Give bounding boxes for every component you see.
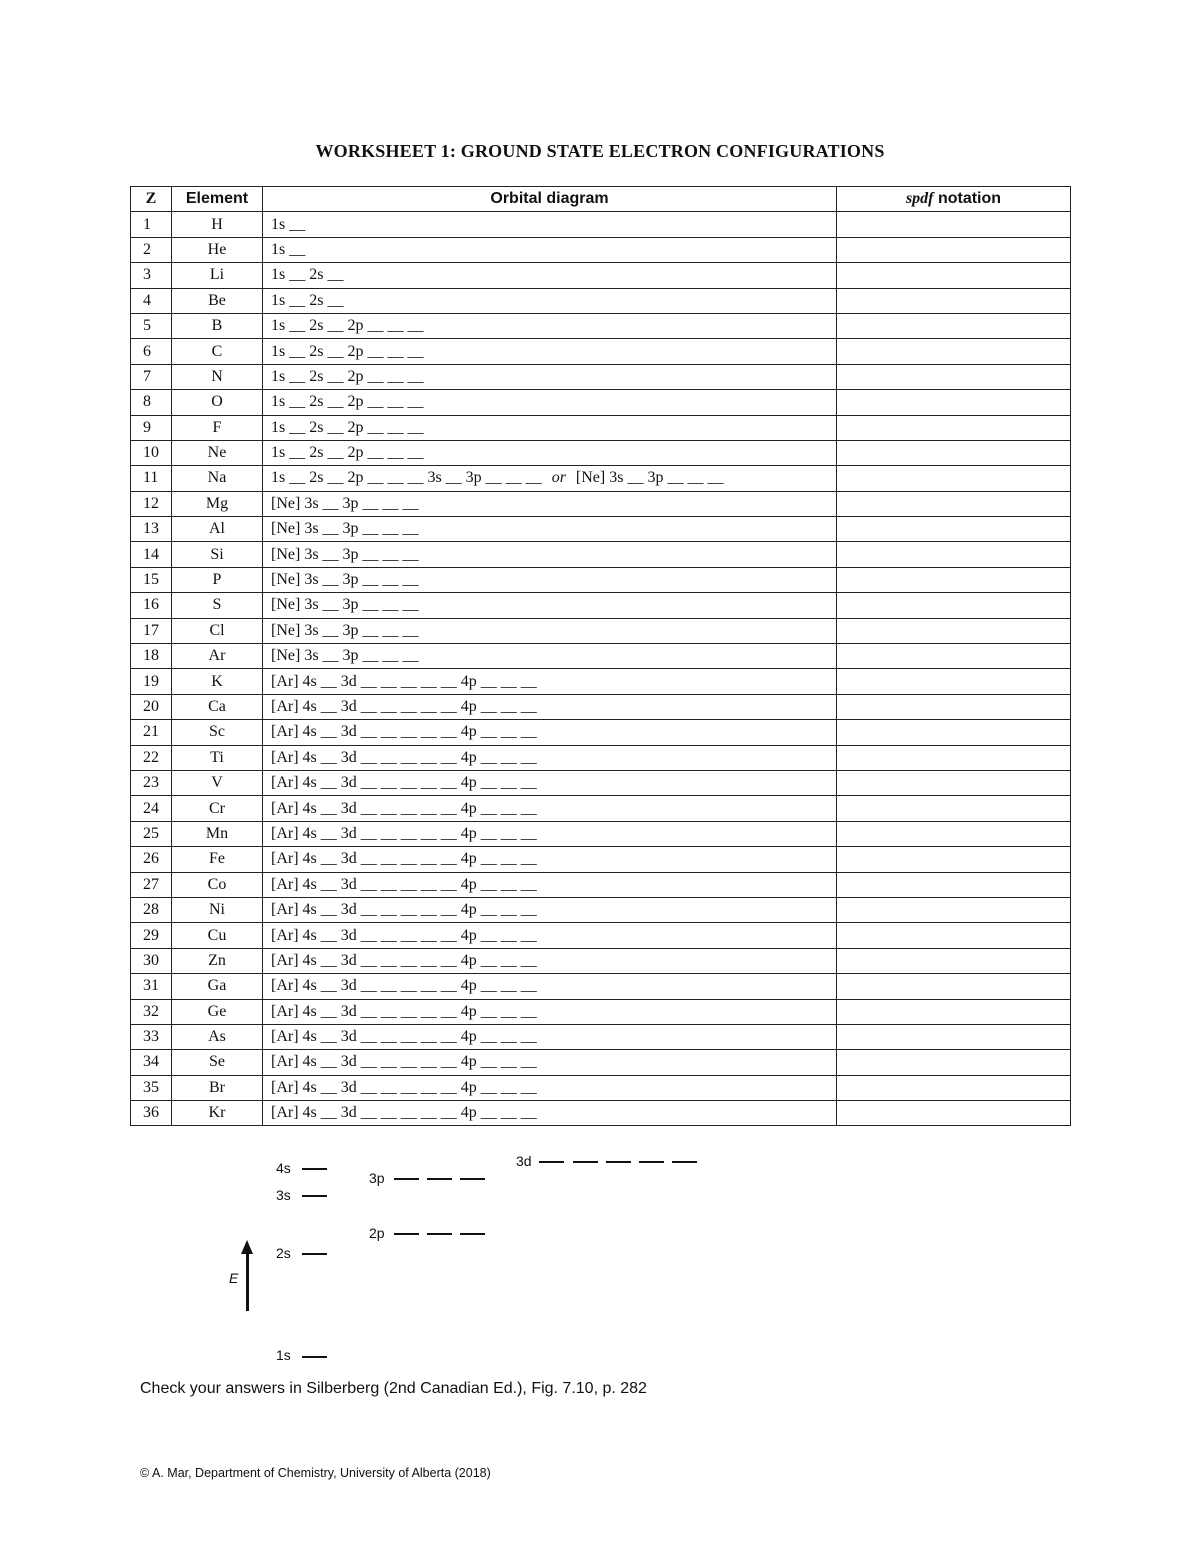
table-row — [131, 694, 1071, 719]
check-answers-note: Check your answers in Silberberg (2nd Canadian Ed.), Fig. 7.10, p. 282 — [140, 1380, 647, 1397]
z-cell: 22 — [131, 745, 172, 770]
header-spdf-italic: spdf — [905, 190, 934, 208]
orbital-diagram-text: [Ne] 3s __ 3p __ __ __ — [271, 545, 419, 563]
level-3d-label: 3d — [516, 1153, 532, 1169]
z-cell: 17 — [131, 618, 172, 643]
orbital-diagram-cell — [263, 897, 837, 922]
orbital-diagram-text: [Ar] 4s __ 3d __ __ __ __ __ 4p __ __ __ — [271, 698, 537, 715]
table-row — [131, 847, 1071, 872]
element-cell: Ni — [172, 897, 263, 922]
orbital-diagram-text: 1s __ 2s __ — [271, 291, 344, 309]
table-header-row — [131, 187, 1071, 212]
element-cell: As — [172, 1024, 263, 1049]
orbital-diagram-cell — [263, 796, 837, 821]
table-row — [131, 263, 1071, 288]
table-row — [131, 872, 1071, 897]
z-cell: 13 — [131, 517, 172, 542]
element-cell: Si — [172, 542, 263, 567]
orbital-diagram-cell — [263, 999, 837, 1024]
orbital-diagram-cell — [263, 974, 837, 999]
z-cell: 5 — [131, 313, 172, 338]
table-row — [131, 593, 1071, 618]
element-cell: Zn — [172, 948, 263, 973]
orbital-3p-line-3 — [460, 1178, 485, 1180]
z-cell: 31 — [131, 974, 172, 999]
z-cell: 7 — [131, 364, 172, 389]
element-cell: Ti — [172, 745, 263, 770]
z-cell: 18 — [131, 644, 172, 669]
orbital-2p-line-3 — [460, 1233, 485, 1235]
orbital-3d-line-2 — [573, 1161, 598, 1163]
z-cell: 25 — [131, 821, 172, 846]
element-cell: Li — [172, 263, 263, 288]
orbital-diagram-cell — [263, 847, 837, 872]
z-cell: 26 — [131, 847, 172, 872]
orbital-diagram-text: [Ar] 4s __ 3d __ __ __ __ __ 4p __ __ __ — [271, 875, 537, 893]
table-body — [131, 212, 1071, 1126]
spdf-notation-cell — [837, 263, 1071, 288]
element-cell: P — [172, 567, 263, 592]
z-cell: 27 — [131, 872, 172, 897]
table-row — [131, 542, 1071, 567]
z-cell: 4 — [131, 288, 172, 313]
table-row — [131, 517, 1071, 542]
z-cell: 16 — [131, 593, 172, 618]
orbital-diagram-cell — [263, 923, 837, 948]
spdf-notation-cell — [837, 796, 1071, 821]
z-cell: 29 — [131, 923, 172, 948]
element-cell: Al — [172, 517, 263, 542]
element-cell: Be — [172, 288, 263, 313]
element-cell: Se — [172, 1050, 263, 1075]
element-cell: Ca — [172, 694, 263, 719]
orbital-diagram-text: [Ne] 3s __ 3p __ __ __ — [271, 571, 419, 589]
orbital-diagram-text: [Ne] 3s __ 3p __ __ __ — [271, 647, 419, 665]
z-cell: 32 — [131, 999, 172, 1024]
spdf-notation-cell — [837, 821, 1071, 846]
spdf-notation-cell — [837, 618, 1071, 643]
orbital-diagram-text: 1s __ 2s __ 2p __ __ __ — [271, 418, 424, 436]
spdf-notation-cell — [837, 872, 1071, 897]
spdf-notation-cell — [837, 745, 1071, 770]
level-4s-label: 4s — [276, 1160, 291, 1176]
orbital-diagram-text: [Ar] 4s __ 3d __ __ __ __ __ 4p __ __ __ — [271, 1053, 537, 1071]
level-2p-label: 2p — [369, 1225, 385, 1241]
spdf-notation-cell — [837, 390, 1071, 415]
orbital-diagram-text: [Ne] 3s __ 3p __ __ __ — [271, 621, 419, 639]
level-1s-label: 1s — [276, 1347, 291, 1363]
orbital-diagram-cell — [263, 237, 837, 262]
orbital-diagram-cell — [263, 593, 837, 618]
spdf-notation-cell — [837, 466, 1071, 491]
spdf-notation-cell — [837, 694, 1071, 719]
table-row — [131, 897, 1071, 922]
energy-axis-label: E — [229, 1270, 239, 1286]
orbital-diagram-cell — [263, 567, 837, 592]
table-row — [131, 669, 1071, 694]
orbital-diagram-cell — [263, 415, 837, 440]
element-cell: Ga — [172, 974, 263, 999]
table-row — [131, 364, 1071, 389]
z-cell: 1 — [131, 212, 172, 237]
orbital-diagram-cell — [263, 1050, 837, 1075]
orbital-diagram-cell — [263, 745, 837, 770]
table-row — [131, 796, 1071, 821]
orbital-diagram-text: [Ar] 4s __ 3d __ __ __ __ __ 4p __ __ __ — [271, 951, 537, 969]
orbital-diagram-cell — [263, 694, 837, 719]
orbital-diagram-cell — [263, 948, 837, 973]
orbital-diagram-text: [Ar] 4s __ 3d __ __ __ __ __ 4p __ __ __ — [271, 901, 537, 919]
orbital-3p-line-1 — [394, 1178, 419, 1180]
spdf-notation-cell — [837, 974, 1071, 999]
element-cell: Na — [172, 466, 263, 491]
spdf-notation-cell — [837, 237, 1071, 262]
orbital-diagram-text: 1s __ 2s __ 2p __ __ __ — [271, 393, 424, 411]
orbital-diagram-cell — [263, 212, 837, 237]
z-cell: 11 — [131, 466, 172, 491]
table-row — [131, 770, 1071, 795]
table-row — [131, 999, 1071, 1024]
header-spdf-notation — [837, 187, 1071, 212]
table-row — [131, 1024, 1071, 1049]
orbital-diagram-text: [Ar] 4s __ 3d __ __ __ __ __ 4p __ __ __ — [271, 1002, 537, 1020]
header-element: Element — [172, 187, 263, 212]
orbital-diagram-cell — [263, 1024, 837, 1049]
level-3s-label: 3s — [276, 1187, 291, 1203]
table-row — [131, 390, 1071, 415]
table-row — [131, 491, 1071, 516]
orbital-3d-line-5 — [672, 1161, 697, 1163]
element-cell: Br — [172, 1075, 263, 1100]
element-cell: Co — [172, 872, 263, 897]
z-cell: 30 — [131, 948, 172, 973]
orbital-diagram-text: 1s __ 2s __ 2p __ __ __ — [271, 317, 424, 335]
orbital-diagram-cell — [263, 618, 837, 643]
spdf-notation-cell — [837, 313, 1071, 338]
z-cell: 33 — [131, 1024, 172, 1049]
element-cell: S — [172, 593, 263, 618]
element-cell: H — [172, 212, 263, 237]
spdf-notation-cell — [837, 542, 1071, 567]
orbital-diagram-text: 1s __ — [271, 240, 306, 258]
orbital-diagram-text: [Ar] 4s __ 3d __ __ __ __ __ 4p __ __ __ — [271, 926, 537, 944]
z-cell: 15 — [131, 567, 172, 592]
z-cell: 20 — [131, 694, 172, 719]
table-row — [131, 618, 1071, 643]
orbital-3s-line — [302, 1195, 327, 1197]
element-cell: Cu — [172, 923, 263, 948]
orbital-2s-line — [302, 1253, 327, 1255]
z-cell: 6 — [131, 339, 172, 364]
orbital-diagram-cell — [263, 517, 837, 542]
spdf-notation-cell — [837, 644, 1071, 669]
orbital-diagram-text: [Ar] 4s __ 3d __ __ __ __ __ 4p __ __ __ — [271, 1104, 537, 1122]
orbital-diagram-text: [Ar] 4s __ 3d __ __ __ __ __ 4p __ __ __ — [271, 1078, 537, 1096]
orbital-diagram-text: [Ar] 4s __ 3d __ __ __ __ __ 4p __ __ __ — [271, 672, 537, 690]
z-cell: 23 — [131, 770, 172, 795]
orbital-diagram-cell — [263, 1075, 837, 1100]
orbital-diagram-cell — [263, 821, 837, 846]
z-cell: 34 — [131, 1050, 172, 1075]
orbital-diagram-cell — [263, 491, 837, 516]
element-cell: Cl — [172, 618, 263, 643]
orbital-diagram-text: 1s __ — [271, 215, 306, 233]
table-row — [131, 288, 1071, 313]
spdf-notation-cell — [837, 669, 1071, 694]
orbital-diagram-text: [Ar] 4s __ 3d __ __ __ __ __ 4p __ __ __ — [271, 824, 537, 842]
z-cell: 2 — [131, 237, 172, 262]
orbital-diagram-cell — [263, 542, 837, 567]
spdf-notation-cell — [837, 440, 1071, 465]
orbital-alt-text: [Ne] 3s __ 3p __ __ __ — [575, 469, 724, 487]
spdf-notation-cell — [837, 770, 1071, 795]
table-row — [131, 745, 1071, 770]
element-cell: F — [172, 415, 263, 440]
z-cell: 36 — [131, 1101, 172, 1126]
spdf-notation-cell — [837, 923, 1071, 948]
element-cell: He — [172, 237, 263, 262]
energy-arrow-icon — [246, 1250, 249, 1311]
element-cell: K — [172, 669, 263, 694]
orbital-diagram-cell — [263, 313, 837, 338]
spdf-notation-cell — [837, 288, 1071, 313]
element-cell: Mn — [172, 821, 263, 846]
orbital-diagram-text: [Ar] 4s __ 3d __ __ __ __ __ 4p __ __ __ — [271, 850, 537, 868]
orbital-3d-line-4 — [639, 1161, 664, 1163]
orbital-diagram-text: [Ar] 4s __ 3d __ __ __ __ __ 4p __ __ __ — [271, 1028, 537, 1046]
orbital-diagram-cell — [263, 364, 837, 389]
z-cell: 28 — [131, 897, 172, 922]
orbital-diagram-cell — [263, 288, 837, 313]
table-row — [131, 974, 1071, 999]
z-cell: 3 — [131, 263, 172, 288]
orbital-diagram-text: 1s __ 2s __ 2p __ __ __ — [271, 444, 424, 462]
element-cell: B — [172, 313, 263, 338]
z-cell: 24 — [131, 796, 172, 821]
orbital-1s-line — [302, 1356, 327, 1358]
z-cell: 14 — [131, 542, 172, 567]
element-cell: Fe — [172, 847, 263, 872]
orbital-3d-line-3 — [606, 1161, 631, 1163]
orbital-diagram-cell — [263, 1101, 837, 1126]
spdf-notation-cell — [837, 593, 1071, 618]
orbital-4s-line — [302, 1168, 327, 1170]
z-cell: 10 — [131, 440, 172, 465]
table-row — [131, 1075, 1071, 1100]
orbital-diagram-text: 1s __ 2s __ 2p __ __ __ — [271, 367, 424, 385]
orbital-diagram-text: [Ne] 3s __ 3p __ __ __ — [271, 494, 419, 512]
orbital-diagram-cell — [263, 644, 837, 669]
element-cell: O — [172, 390, 263, 415]
copyright-footer: © A. Mar, Department of Chemistry, University of Alberta (2018) — [140, 1466, 491, 1480]
spdf-notation-cell — [837, 720, 1071, 745]
header-orbital-diagram: Orbital diagram — [263, 187, 837, 212]
orbital-diagram-cell — [263, 770, 837, 795]
level-3p-label: 3p — [369, 1170, 385, 1186]
orbital-or-text: or — [551, 469, 566, 487]
spdf-notation-cell — [837, 948, 1071, 973]
element-cell: N — [172, 364, 263, 389]
table-row — [131, 440, 1071, 465]
spdf-notation-cell — [837, 847, 1071, 872]
orbital-diagram-cell — [263, 669, 837, 694]
table-row — [131, 415, 1071, 440]
table-row — [131, 466, 1071, 491]
z-cell: 19 — [131, 669, 172, 694]
orbital-diagram-text: [Ar] 4s __ 3d __ __ __ __ __ 4p __ __ __ — [271, 774, 537, 792]
orbital-diagram-text: 1s __ 2s __ 2p __ __ __ — [271, 342, 424, 360]
element-cell: Kr — [172, 1101, 263, 1126]
z-cell: 9 — [131, 415, 172, 440]
spdf-notation-cell — [837, 415, 1071, 440]
table-row — [131, 720, 1071, 745]
orbital-diagram-text: [Ar] 4s __ 3d __ __ __ __ __ 4p __ __ __ — [271, 748, 537, 766]
spdf-notation-cell — [837, 339, 1071, 364]
electron-config-table — [130, 186, 1071, 1126]
element-cell: V — [172, 770, 263, 795]
orbital-diagram-cell — [263, 872, 837, 897]
element-cell: Ge — [172, 999, 263, 1024]
orbital-2p-line-2 — [427, 1233, 452, 1235]
element-cell: Cr — [172, 796, 263, 821]
element-cell: C — [172, 339, 263, 364]
spdf-notation-cell — [837, 1050, 1071, 1075]
orbital-diagram-cell — [263, 466, 837, 491]
spdf-notation-cell — [837, 517, 1071, 542]
table-row — [131, 1050, 1071, 1075]
orbital-3d-line-1 — [539, 1161, 564, 1163]
spdf-notation-cell — [837, 897, 1071, 922]
element-cell: Sc — [172, 720, 263, 745]
orbital-3p-line-2 — [427, 1178, 452, 1180]
orbital-diagram-text: [Ar] 4s __ 3d __ __ __ __ __ 4p __ __ __ — [271, 799, 537, 817]
orbital-diagram-text: [Ar] 4s __ 3d __ __ __ __ __ 4p __ __ __ — [271, 723, 537, 741]
table-row — [131, 212, 1071, 237]
spdf-notation-cell — [837, 1075, 1071, 1100]
orbital-diagram-cell — [263, 720, 837, 745]
element-cell: Ne — [172, 440, 263, 465]
table-row — [131, 644, 1071, 669]
spdf-notation-cell — [837, 364, 1071, 389]
orbital-diagram-cell — [263, 263, 837, 288]
z-cell: 21 — [131, 720, 172, 745]
spdf-notation-cell — [837, 567, 1071, 592]
orbital-diagram-cell — [263, 339, 837, 364]
table-row — [131, 339, 1071, 364]
table-row — [131, 567, 1071, 592]
table-row — [131, 1101, 1071, 1126]
header-notation: notation — [933, 190, 1002, 208]
table-row — [131, 948, 1071, 973]
spdf-notation-cell — [837, 999, 1071, 1024]
table-row — [131, 821, 1071, 846]
orbital-diagram-text: [Ar] 4s __ 3d __ __ __ __ __ 4p __ __ __ — [271, 977, 537, 995]
table-row — [131, 923, 1071, 948]
orbital-diagram-text: [Ne] 3s __ 3p __ __ __ — [271, 520, 419, 538]
element-cell: Mg — [172, 491, 263, 516]
element-cell: Ar — [172, 644, 263, 669]
spdf-notation-cell — [837, 491, 1071, 516]
orbital-2p-line-1 — [394, 1233, 419, 1235]
level-2s-label: 2s — [276, 1245, 291, 1261]
header-z: Z — [131, 187, 172, 212]
spdf-notation-cell — [837, 212, 1071, 237]
spdf-notation-cell — [837, 1101, 1071, 1126]
z-cell: 12 — [131, 491, 172, 516]
z-cell: 35 — [131, 1075, 172, 1100]
orbital-diagram-text: 1s __ 2s __ 2p __ __ __ 3s __ 3p __ __ __ — [271, 469, 542, 487]
table-row — [131, 313, 1071, 338]
orbital-diagram-cell — [263, 440, 837, 465]
orbital-diagram-cell — [263, 390, 837, 415]
spdf-notation-cell — [837, 1024, 1071, 1049]
page-title: WORKSHEET 1: GROUND STATE ELECTRON CONFIGURATIONS — [315, 141, 885, 161]
z-cell: 8 — [131, 390, 172, 415]
orbital-diagram-text: 1s __ 2s __ — [271, 266, 344, 284]
orbital-diagram-text: [Ne] 3s __ 3p __ __ __ — [271, 596, 419, 614]
table-row — [131, 237, 1071, 262]
